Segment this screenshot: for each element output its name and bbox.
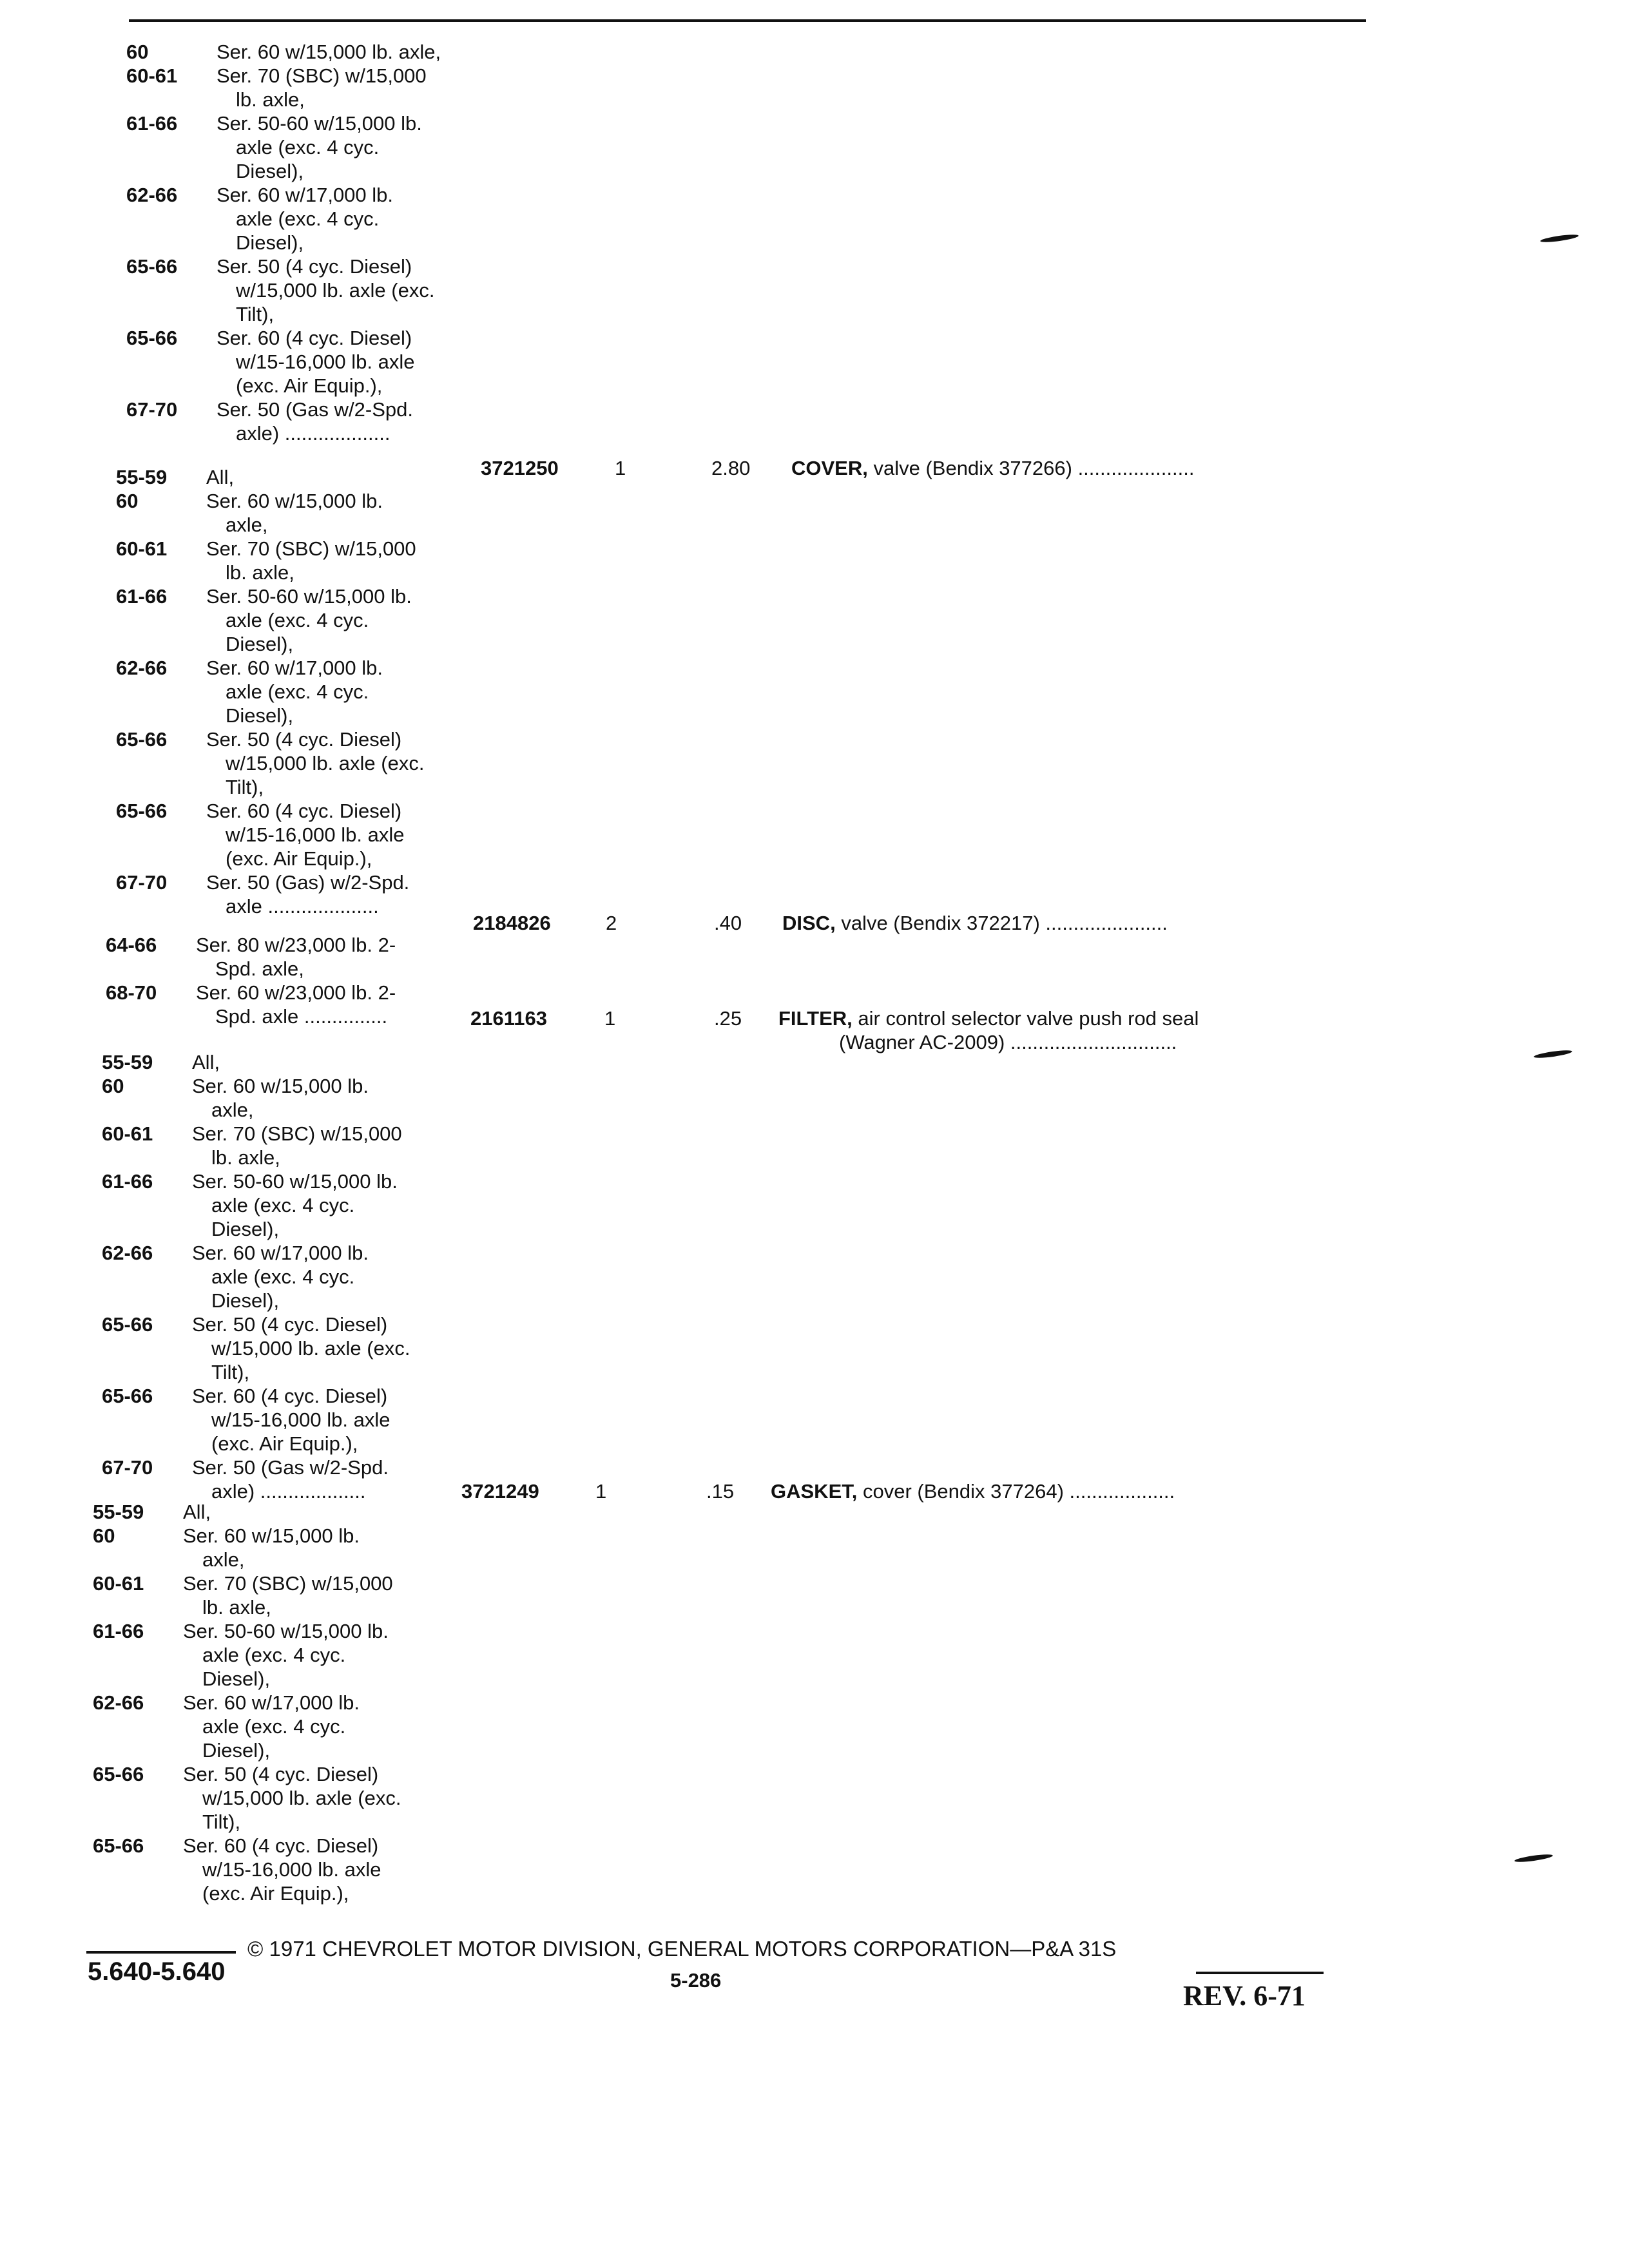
application-entry [93, 1762, 505, 1834]
application-line: Diesel), [211, 1289, 280, 1312]
filter-desc-text: air control selector valve push rod seal [858, 1007, 1199, 1030]
model-year: 62-66 [126, 184, 178, 206]
gasket-quantity: 1 [595, 1480, 607, 1503]
application-line: Tilt), [226, 776, 264, 798]
footer-rule-left [86, 1951, 236, 1954]
application-entry [106, 933, 518, 981]
gasket-desc-text: cover (Bendix 377264) ................... [862, 1480, 1175, 1503]
application-line: Ser. 60 w/15,000 lb. axle, [217, 41, 441, 63]
cover-description [791, 456, 1194, 480]
application-line: w/15-16,000 lb. axle [211, 1408, 390, 1431]
application-entry [116, 489, 528, 537]
application-line: w/15-16,000 lb. axle [236, 351, 415, 373]
application-line: Ser. 50 (4 cyc. Diesel) [192, 1313, 388, 1336]
model-year: 65-66 [126, 255, 178, 278]
application-line: Ser. 60 w/17,000 lb. [192, 1242, 369, 1264]
application-entry [102, 1384, 514, 1456]
application-entry [116, 537, 528, 584]
application-line: Tilt), [202, 1811, 241, 1833]
application-line: (exc. Air Equip.), [202, 1882, 349, 1905]
filter-price: .25 [714, 1007, 742, 1030]
application-line: Ser. 60 w/15,000 lb. [183, 1524, 360, 1547]
gasket-part-number: 3721249 [461, 1480, 539, 1503]
application-line: axle (exc. 4 cyc. [211, 1194, 355, 1216]
model-year: 67-70 [116, 871, 168, 894]
application-entry [126, 326, 539, 398]
model-year: 60-61 [93, 1572, 144, 1595]
application-line: Ser. 60 (4 cyc. Diesel) [217, 327, 412, 349]
top-rule [129, 19, 1366, 22]
application-entry [116, 799, 528, 870]
application-line: Ser. 70 (SBC) w/15,000 [192, 1122, 402, 1145]
application-line: axle (exc. 4 cyc. [211, 1265, 355, 1288]
model-year: 61-66 [116, 585, 168, 608]
footer-copyright: © 1971 CHEVROLET MOTOR DIVISION, GENERAL MOTORS CORPORATION—P&A 31S [247, 1937, 1117, 1961]
application-entry [116, 870, 528, 918]
application-line: w/15,000 lb. axle (exc. [211, 1337, 410, 1360]
model-year: 60 [126, 41, 149, 63]
footer-revision: REV. 6-71 [1183, 1980, 1306, 2012]
model-year: 60 [116, 490, 139, 512]
application-line: axle) ................... [236, 422, 390, 445]
disc-name: DISC, [782, 912, 836, 934]
application-entry [102, 1050, 514, 1074]
application-line: axle (exc. 4 cyc. [202, 1644, 346, 1666]
application-line: axle (exc. 4 cyc. [202, 1715, 346, 1738]
application-entry [116, 656, 528, 727]
application-line: Ser. 60 (4 cyc. Diesel) [206, 800, 402, 822]
model-year: 61-66 [93, 1620, 144, 1642]
filter-quantity: 1 [604, 1007, 616, 1030]
margin-mark [1534, 1049, 1573, 1059]
model-year: 65-66 [116, 728, 168, 751]
application-line: Ser. 70 (SBC) w/15,000 [183, 1572, 393, 1595]
model-year: 60 [102, 1075, 124, 1097]
model-year: 65-66 [93, 1763, 144, 1785]
application-entry [126, 111, 539, 183]
application-entry [102, 1456, 514, 1503]
application-line: Ser. 50 (4 cyc. Diesel) [217, 255, 412, 278]
application-line: Ser. 60 (4 cyc. Diesel) [192, 1385, 388, 1407]
application-entry [93, 1619, 505, 1691]
footer-section-number: 5.640-5.640 [88, 1957, 226, 1986]
application-line: axle .................... [226, 895, 379, 918]
application-line: Spd. axle ............... [215, 1005, 388, 1028]
application-entry [126, 64, 539, 111]
model-year: 62-66 [116, 657, 168, 679]
model-year: 65-66 [102, 1313, 153, 1336]
footer-page-number: 5-286 [670, 1969, 722, 1992]
application-entry [102, 1074, 514, 1122]
application-line: Ser. 50-60 w/15,000 lb. [206, 585, 412, 608]
application-line: Diesel), [236, 160, 304, 182]
application-line: (exc. Air Equip.), [226, 847, 372, 870]
application-entry [126, 398, 539, 445]
application-entry [126, 255, 539, 326]
application-line: lb. axle, [202, 1596, 271, 1619]
application-line: Ser. 60 w/17,000 lb. [183, 1691, 360, 1714]
application-line: axle, [211, 1099, 254, 1121]
application-line: Ser. 50 (4 cyc. Diesel) [206, 728, 402, 751]
application-entry [116, 727, 528, 799]
application-line: Ser. 70 (SBC) w/15,000 [206, 537, 416, 560]
application-line: Tilt), [236, 303, 275, 325]
model-year: 65-66 [126, 327, 178, 349]
gasket-price: .15 [706, 1480, 735, 1503]
application-entry [93, 1571, 505, 1619]
application-entry [116, 584, 528, 656]
cover-price: 2.80 [711, 457, 751, 479]
application-line: All, [192, 1051, 220, 1073]
disc-desc-text: valve (Bendix 372217) ...................... [841, 912, 1168, 934]
application-line: lb. axle, [226, 561, 294, 584]
disc-description [782, 911, 1168, 935]
cover-name: COVER, [791, 457, 868, 479]
model-year: 67-70 [126, 398, 178, 421]
application-line: Diesel), [202, 1667, 271, 1690]
application-entry [102, 1241, 514, 1312]
application-line: Diesel), [236, 231, 304, 254]
application-entry [126, 183, 539, 255]
application-line: axle (exc. 4 cyc. [226, 680, 369, 703]
application-line: Diesel), [226, 704, 294, 727]
application-line: axle (exc. 4 cyc. [226, 609, 369, 631]
application-entry [102, 1312, 514, 1384]
model-year: 61-66 [102, 1170, 153, 1193]
model-year: 55-59 [102, 1051, 153, 1073]
model-year: 60-61 [116, 537, 168, 560]
application-line: Ser. 60 w/15,000 lb. [192, 1075, 369, 1097]
filter-description [778, 1006, 1199, 1054]
cover-quantity: 1 [615, 457, 626, 479]
application-line: Ser. 60 w/17,000 lb. [206, 657, 383, 679]
model-year: 64-66 [106, 934, 157, 956]
application-line: axle (exc. 4 cyc. [236, 136, 380, 159]
application-line: axle, [202, 1548, 245, 1571]
disc-quantity: 2 [606, 912, 617, 934]
application-line: Ser. 60 w/17,000 lb. [217, 184, 394, 206]
application-line: Diesel), [211, 1218, 280, 1240]
application-entry [102, 1169, 514, 1241]
application-entry [106, 981, 518, 1028]
application-line: Ser. 60 w/23,000 lb. 2- [196, 981, 396, 1004]
application-line: axle, [226, 514, 268, 536]
footer-rule-right [1196, 1972, 1324, 1974]
application-line: Ser. 70 (SBC) w/15,000 [217, 64, 427, 87]
application-line: Ser. 50-60 w/15,000 lb. [217, 112, 422, 135]
application-entry [126, 40, 539, 64]
application-line: axle (exc. 4 cyc. [236, 207, 380, 230]
model-year: 67-70 [102, 1456, 153, 1479]
application-entry [93, 1834, 505, 1905]
application-line: (exc. Air Equip.), [236, 374, 383, 397]
application-line: Ser. 50 (Gas w/2-Spd. [192, 1456, 389, 1479]
application-line: lb. axle, [211, 1146, 280, 1169]
application-entry [93, 1500, 505, 1524]
application-line: Ser. 50-60 w/15,000 lb. [183, 1620, 389, 1642]
margin-mark [1514, 1853, 1554, 1863]
model-year: 60-61 [102, 1122, 153, 1145]
model-year: 68-70 [106, 981, 157, 1004]
application-line: w/15,000 lb. axle (exc. [226, 752, 425, 774]
application-line: All, [183, 1501, 211, 1523]
gasket-description [771, 1479, 1175, 1503]
model-year: 55-59 [116, 466, 168, 488]
application-entry [93, 1524, 505, 1571]
application-entry [116, 465, 528, 489]
application-line: Ser. 50 (4 cyc. Diesel) [183, 1763, 379, 1785]
application-line: w/15-16,000 lb. axle [202, 1858, 381, 1881]
application-entry [93, 1691, 505, 1762]
application-line: All, [206, 466, 235, 488]
cover-part-number: 3721250 [481, 457, 559, 479]
model-year: 62-66 [102, 1242, 153, 1264]
application-line: w/15,000 lb. axle (exc. [236, 279, 435, 302]
application-entry [102, 1122, 514, 1169]
model-year: 65-66 [93, 1834, 144, 1857]
application-line: Ser. 50 (Gas) w/2-Spd. [206, 871, 410, 894]
application-line: axle) ................... [211, 1480, 366, 1503]
application-line: Spd. axle, [215, 957, 304, 980]
model-year: 61-66 [126, 112, 178, 135]
application-line: Ser. 50 (Gas w/2-Spd. [217, 398, 413, 421]
application-line: Diesel), [202, 1739, 271, 1762]
filter-desc-line2: (Wagner AC-2009) .............................. [839, 1031, 1177, 1053]
model-year: 60 [93, 1524, 115, 1547]
application-line: Ser. 60 (4 cyc. Diesel) [183, 1834, 379, 1857]
application-line: Ser. 80 w/23,000 lb. 2- [196, 934, 396, 956]
model-year: 65-66 [116, 800, 168, 822]
application-line: (exc. Air Equip.), [211, 1432, 358, 1455]
filter-name: FILTER, [778, 1007, 853, 1030]
application-line: Ser. 60 w/15,000 lb. [206, 490, 383, 512]
application-line: Ser. 50-60 w/15,000 lb. [192, 1170, 398, 1193]
application-line: Diesel), [226, 633, 294, 655]
application-line: w/15,000 lb. axle (exc. [202, 1787, 401, 1809]
gasket-name: GASKET, [771, 1480, 858, 1503]
cover-desc-text: valve (Bendix 377266) ..................... [873, 457, 1195, 479]
disc-part-number: 2184826 [473, 912, 551, 934]
application-line: lb. axle, [236, 88, 305, 111]
application-line: w/15-16,000 lb. axle [226, 823, 405, 846]
disc-price: .40 [714, 912, 742, 934]
margin-mark [1540, 233, 1579, 244]
model-year: 55-59 [93, 1501, 144, 1523]
application-line: Tilt), [211, 1361, 250, 1383]
model-year: 60-61 [126, 64, 178, 87]
model-year: 62-66 [93, 1691, 144, 1714]
filter-part-number: 2161163 [470, 1007, 547, 1030]
model-year: 65-66 [102, 1385, 153, 1407]
